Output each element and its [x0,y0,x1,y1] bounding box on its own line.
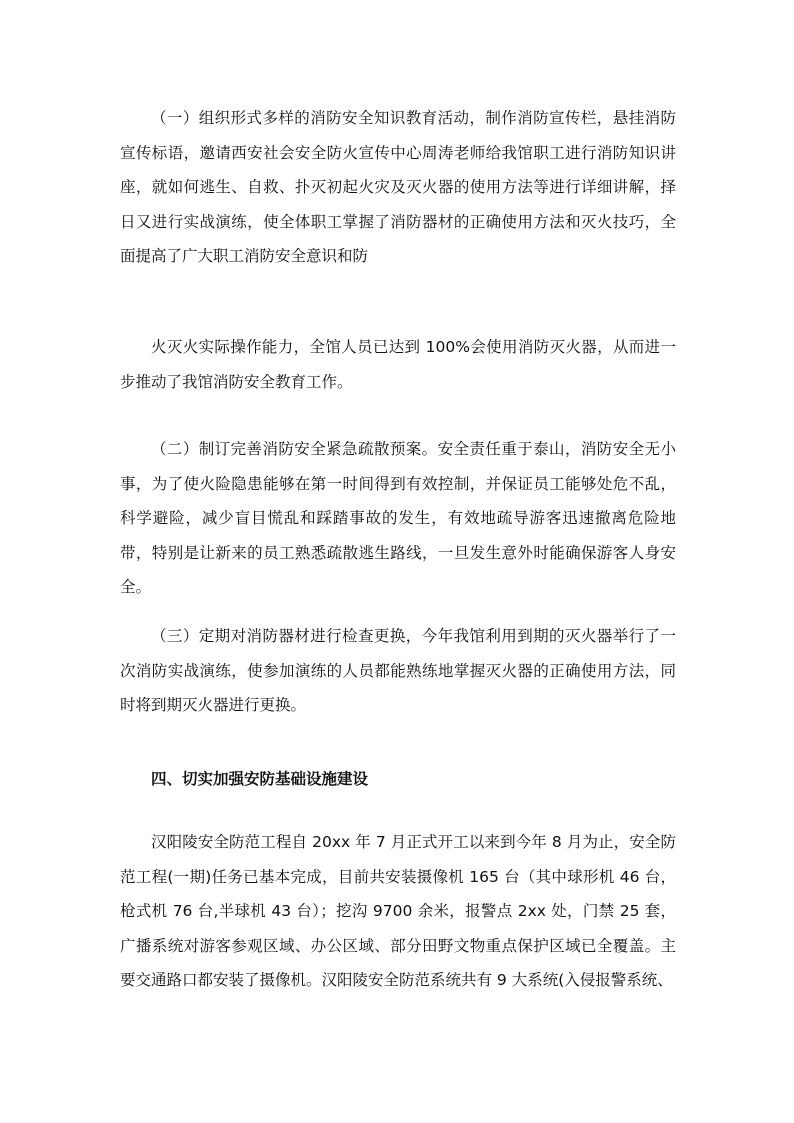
paragraph-security-project: 汉阳陵安全防范工程自 20xx 年 7 月正式开工以来到今年 8 月为止，安全防范工程(一期)任务已基本完成，目前共安装摄像机 165 台（其中球形机 46 台，枪式机 76 台,半球机 43 台）；挖沟 9700 余米，报警点 2xx 处，门禁 25 套，广播系统对游客参观区域、办公区域、部分田野文物重点保护区域已全覆盖。主要交通路口都安装了摄像机。汉阳陵安全防范系统共有 9 大系统(入侵报警系统、 [120,833,676,989]
section-heading: 四、切实加强安防基础设施建设 [151,770,369,788]
paragraph-fire-education-continued: 火灭火实际操作能力，全馆人员已达到 100%会使用消防灭火器，从而进一步推动了我馆消防安全教育工作。 [120,338,676,391]
paragraph-fire-education: （一）组织形式多样的消防安全知识教育活动，制作消防宣传栏，悬挂消防宣传标语，邀请西安社会安全防火宣传中心周涛老师给我馆职工进行消防知识讲座，就如何逃生、自救、扑灭初起火灾及灭火器的使用方法等进行详细讲解，择日又进行实战演练，使全体职工掌握了消防器材的正确使用方法和灭火技巧，全面提高了广大职工消防安全意识和防 [120,109,676,265]
paragraph-evacuation-plan: （二）制订完善消防安全紧急疏散预案。安全责任重于泰山，消防安全无小事，为了使火险隐患能够在第一时间得到有效控制，并保证员工能够处危不乱，科学避险，减少盲目慌乱和踩踏事故的发生，有效地疏导游客迅速撤离危险地带，特别是让新来的员工熟悉疏散逃生路线，一旦发生意外时能确保游客人身安全。 [120,440,676,596]
paragraph-equipment-check: （三）定期对消防器材进行检查更换，今年我馆利用到期的灭火器举行了一次消防实战演练，使参加演练的人员都能熟练地掌握灭火器的正确使用方法，同时将到期灭火器进行更换。 [120,627,676,714]
